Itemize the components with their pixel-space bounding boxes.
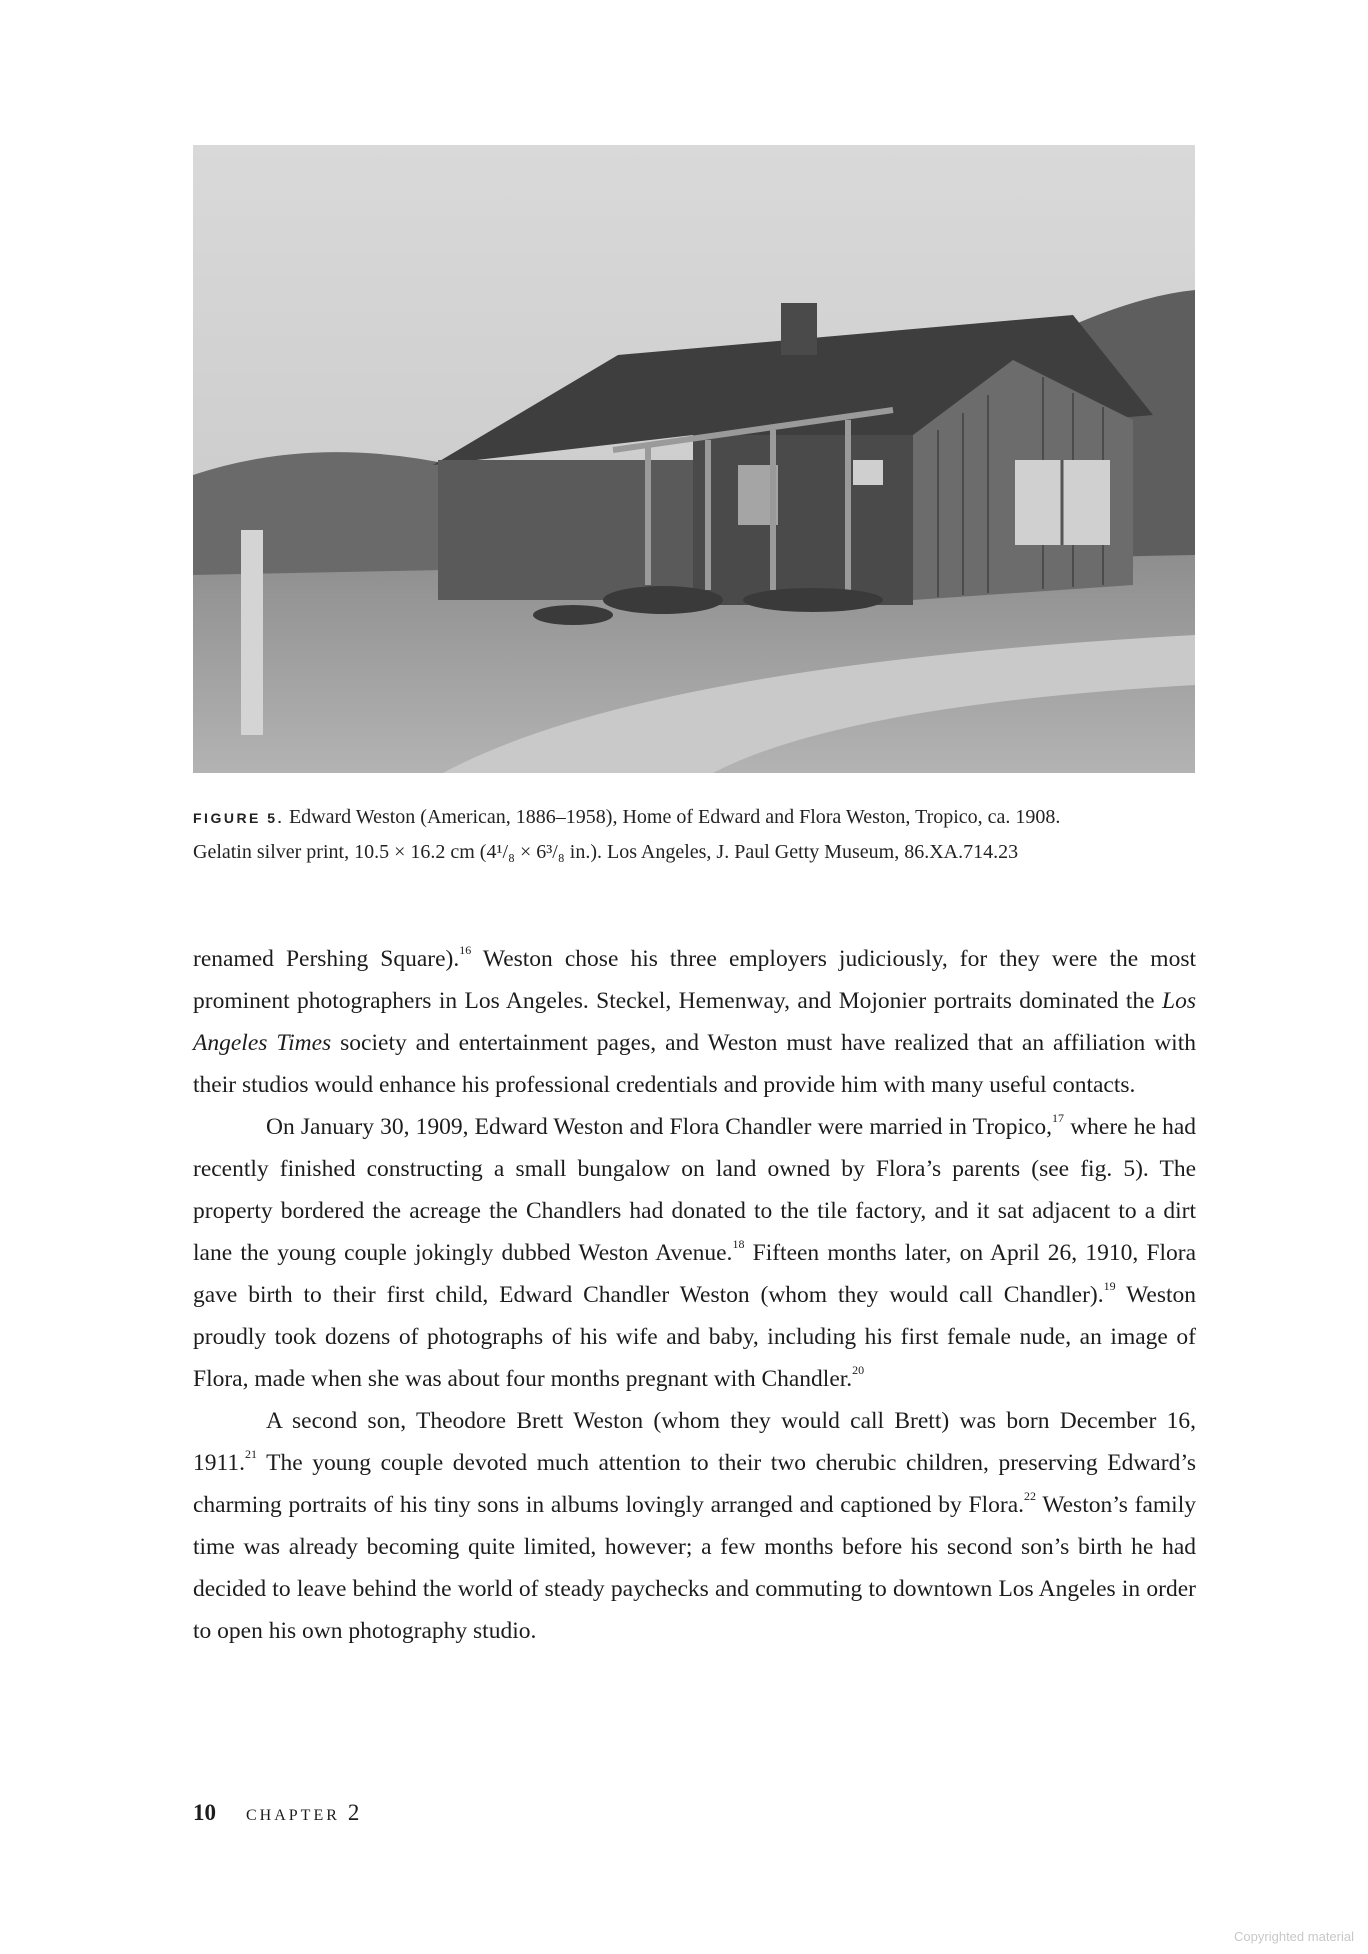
- footnote-ref-22: 22: [1024, 1489, 1037, 1503]
- paragraph-3: [193, 1400, 1196, 1652]
- footnote-ref-20: 20: [852, 1363, 865, 1377]
- p2-text-b: where he had recently finished constructing a small bungalow on land owned by Flora’s parents (see fig. 5). The property bordered the acreage the Chandlers had donated to the tile factory, and it sat adjacent to a dirt lane the young couple jokingly dubbed Weston Avenue.: [193, 1114, 1196, 1266]
- footnote-ref-17: 17: [1052, 1111, 1065, 1125]
- figure-label: FIGURE 5.: [193, 810, 284, 826]
- figure-photograph: [193, 145, 1195, 773]
- footnote-ref-19: 19: [1103, 1279, 1116, 1293]
- footnote-ref-18: 18: [732, 1237, 745, 1251]
- newspaper-title: Los Angeles Times: [193, 988, 1196, 1056]
- caption-line-2: Gelatin silver print, 10.5 × 16.2 cm (4¹/₈ × 6³/₈ in.). Los Angeles, J. Paul Getty Museum, 86.XA.714.23: [193, 841, 1019, 863]
- figure-caption: [193, 800, 1203, 869]
- page-number: 10: [193, 1800, 216, 1825]
- p1-text-a: renamed Pershing Square).: [193, 946, 460, 972]
- p3-text-b: The young couple devoted much attention to their two cherubic children, preserving Edward’s charming portraits of his tiny sons in albums lovingly arranged and captioned by Flora.: [193, 1450, 1196, 1518]
- chapter-number: 2: [347, 1800, 360, 1825]
- caption-line-1: Edward Weston (American, 1886–1958), Home of Edward and Flora Weston, Tropico, ca. 1908.: [283, 806, 1061, 828]
- paragraph-2: [193, 1106, 1196, 1400]
- body-text: [193, 938, 1196, 1652]
- p3-text-a: A second son, Theodore Brett Weston (whom they would call Brett) was born December 16, 1911.: [193, 1408, 1196, 1476]
- footnote-ref-16: 16: [459, 943, 472, 957]
- house-photo-illustration: [193, 145, 1195, 773]
- p3-text-c: Weston’s family time was already becoming quite limited, however; a few months before his second son’s birth he had decided to leave behind the world of steady paychecks and commuting to downtown Los Angeles in order to open his own photography studio.: [193, 1492, 1196, 1644]
- p1-text-b: Weston chose his three employers judiciously, for they were the most prominent photographers in Los Angeles. Steckel, Hemenway, and Mojonier portraits dominated the: [193, 946, 1196, 1014]
- paragraph-1: [193, 938, 1196, 1106]
- page-footer: [193, 1800, 359, 1826]
- footnote-ref-21: 21: [245, 1447, 258, 1461]
- p2-text-a: On January 30, 1909, Edward Weston and Flora Chandler were married in Tropico,: [266, 1114, 1053, 1140]
- chapter-label: CHAPTER: [246, 1807, 340, 1824]
- copyright-watermark: Copyrighted material: [1234, 1929, 1354, 1944]
- p2-text-c: Fifteen months later, on April 26, 1910, Flora gave birth to their first child, Edward Chandler Weston (whom they would call Chandler).: [193, 1240, 1197, 1308]
- p1-text-c: society and entertainment pages, and Weston must have realized that an affiliation with their studios would enhance his professional credentials and provide him with many useful contacts.: [193, 1030, 1196, 1098]
- p2-text-d: Weston proudly took dozens of photographs of his wife and baby, including his first female nude, an image of Flora, made when she was about four months pregnant with Chandler.: [193, 1282, 1196, 1392]
